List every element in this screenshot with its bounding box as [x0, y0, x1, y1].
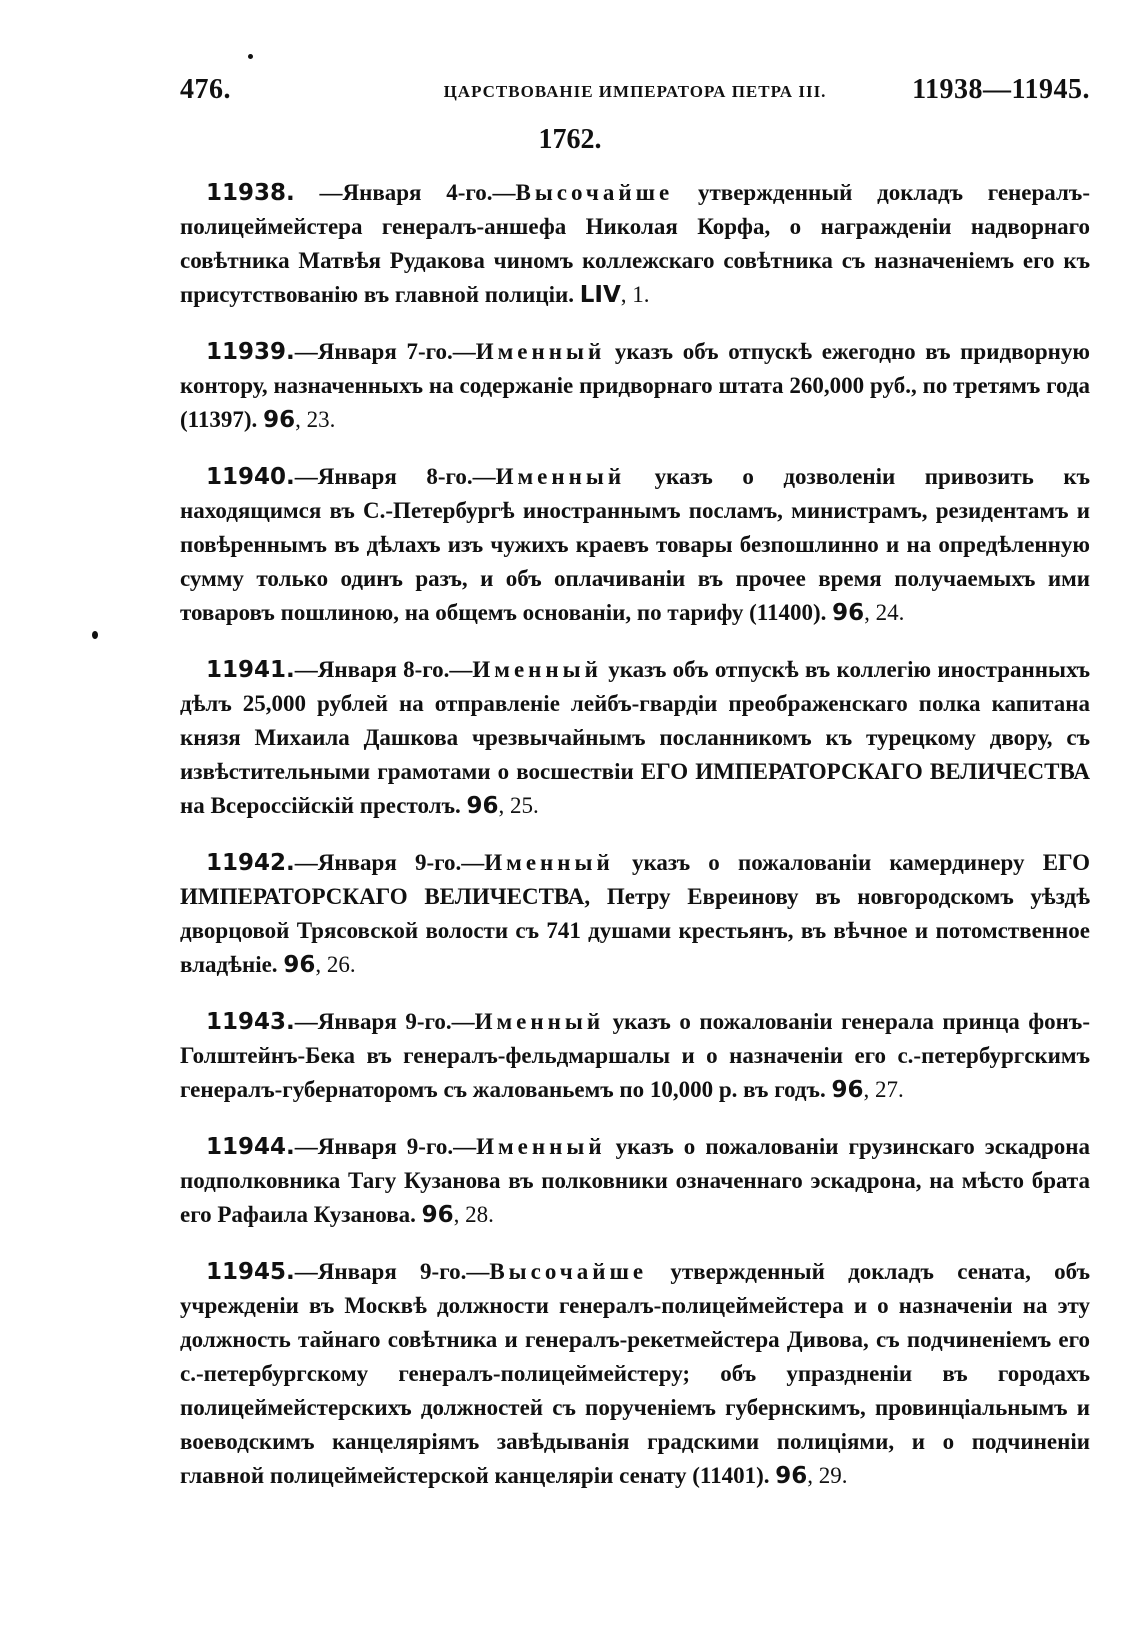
entry	[180, 846, 1090, 982]
entries-list	[180, 176, 1090, 1516]
entry	[180, 1255, 1090, 1493]
entry	[180, 1130, 1090, 1232]
entry-kind: Именный	[474, 1009, 605, 1034]
entry	[180, 460, 1090, 630]
entry-source: 96	[466, 793, 499, 819]
entry-source: 96	[421, 1202, 454, 1228]
entry-text: указъ о дозволеніи привозить къ находящимся въ С.-Петербургѣ иностраннымъ посламъ, министрамъ, резидентамъ и повѣреннымъ въ дѣлахъ изъ чужихъ краевъ товары безпошлинно и на опредѣленную сумму только одинъ разъ, и объ оплачиваніи въ прочее время получаемыхъ ими товаровъ пошлиною, на общемъ основаніи, по тарифу (11400).	[180, 464, 1090, 625]
entry-range: 11938—11945.	[912, 74, 1090, 105]
entry-kind: Высочайше	[489, 1259, 648, 1284]
entry-source: LIV	[579, 282, 621, 308]
entry-tail: , 24.	[864, 600, 905, 625]
entry-text: указъ о пожалованіи генерала принца фонъ-Голштейнъ-Бека въ генералъ-фельдмаршалы и о назначеніи его с.-петербургскимъ генералъ-губернаторомъ съ жалованьемъ по 10,000 р. въ годъ.	[180, 1009, 1090, 1102]
year-heading: 1762.	[538, 124, 602, 155]
entry-text: указъ о пожалованіи камердинеру ЕГО ИМПЕРАТОРСКАГО ВЕЛИЧЕСТВА, Петру Евреинову въ новгородскомъ уѣздѣ дворцовой Трясовской волости съ 741 душами крестьянъ, въ вѣчное и потомственное владѣніе.	[180, 850, 1090, 977]
entry	[180, 1005, 1090, 1107]
entry-date: —Января 8-го.—	[294, 464, 496, 489]
running-title: ЦАРСТВОВАНІЕ ИМПЕРАТОРА ПЕТРА III.	[443, 82, 827, 101]
entry	[180, 176, 1090, 312]
entry-date: —Января 7-го.—	[294, 339, 476, 364]
entry-text: указъ о пожалованіи грузинскаго эскадрона подполковника Тагу Кузанова въ полковники означеннаго эскадрона, на мѣсто брата его Рафаила Кузанова.	[180, 1134, 1090, 1227]
entry-tail: , 28.	[453, 1202, 494, 1227]
entry-tail: , 27.	[863, 1077, 904, 1102]
entry-date: —Января 9-го.—	[294, 1259, 490, 1284]
entry-tail: , 25.	[498, 793, 539, 818]
entry-number: 11942.	[206, 850, 295, 876]
speck-mark	[248, 54, 253, 59]
entry-tail: , 26.	[315, 952, 356, 977]
entry-number: 11943.	[206, 1009, 295, 1035]
entry-source: 96	[831, 1077, 864, 1103]
entry-text: утвержденный докладъ генералъ-полицеймейстера генералъ-аншефа Николая Корфа, о награжденіи надворнаго совѣтника Матвѣя Рудакова чиномъ коллежскаго совѣтника съ назначеніемъ его къ присутствованію въ главной полиціи.	[180, 180, 1090, 307]
entry-number: 11938.	[206, 180, 295, 206]
entry-source: 96	[283, 952, 316, 978]
entry-number: 11941.	[206, 657, 295, 683]
entry	[180, 335, 1090, 437]
entry-date: —Января 9-го.—	[294, 850, 485, 875]
entry-number: 11945.	[206, 1259, 295, 1285]
entry-source: 96	[832, 600, 865, 626]
entry-number: 11944.	[206, 1134, 295, 1160]
entry-date: —Января 4-го.—	[294, 180, 516, 205]
entry-kind: Именный	[495, 464, 626, 489]
entry-kind: Высочайше	[515, 180, 674, 205]
speck-mark	[92, 631, 98, 639]
entry-text: указъ объ отпускѣ въ коллегію иностранныхъ дѣлъ 25,000 рублей на отправленіе лейбъ-гвардіи преображенскаго полка капитана князя Михаила Дашкова чрезвычайнымъ посланникомъ къ турецкому двору, съ извѣстительными грамотами о восшествіи ЕГО ИМПЕРАТОРСКАГО ВЕЛИЧЕСТВА на Всероссійскій престолъ.	[180, 657, 1090, 818]
entry-date: —Января 9-го.—	[294, 1009, 475, 1034]
entry-tail: , 29.	[807, 1463, 848, 1488]
page-number: 476.	[180, 74, 231, 105]
entry-text: утвержденный докладъ сената, объ учрежденіи въ Москвѣ должности генералъ-полицеймейстера и о назначеніи на эту должность тайнаго совѣтника и генералъ-рекетмейстера Дивова, съ подчиненіемъ его с.-петербургскому генералъ-полицеймейстеру; объ упраздненіи въ городахъ полицеймейстерскихъ должностей съ порученіемъ губернскимъ, провинціальнымъ и воеводскимъ канцеляріямъ завѣдыванія градскими полиціями, и о подчиненіи главной полицеймейстерской канцеляріи сенату (11401).	[180, 1259, 1090, 1488]
entry-tail: , 23.	[295, 407, 336, 432]
entry	[180, 653, 1090, 823]
page-header	[180, 74, 1090, 114]
entry-kind: Именный	[476, 1134, 606, 1159]
entry-number: 11940.	[206, 464, 295, 490]
entry-source: 96	[263, 407, 296, 433]
entry-kind: Именный	[472, 657, 602, 682]
entry-source: 96	[775, 1463, 808, 1489]
entry-tail: , 1.	[620, 282, 650, 307]
entry-number: 11939.	[206, 339, 295, 365]
entry-date: —Января 8-го.—	[294, 657, 473, 682]
entry-kind: Именный	[475, 339, 606, 364]
entry-kind: Именный	[484, 850, 614, 875]
entry-text: указъ объ отпускѣ ежегодно въ придворную контору, назначенныхъ на содержаніе придворнаго штата 260,000 руб., по третямъ года (11397).	[180, 339, 1090, 432]
entry-date: —Января 9-го.—	[294, 1134, 477, 1159]
